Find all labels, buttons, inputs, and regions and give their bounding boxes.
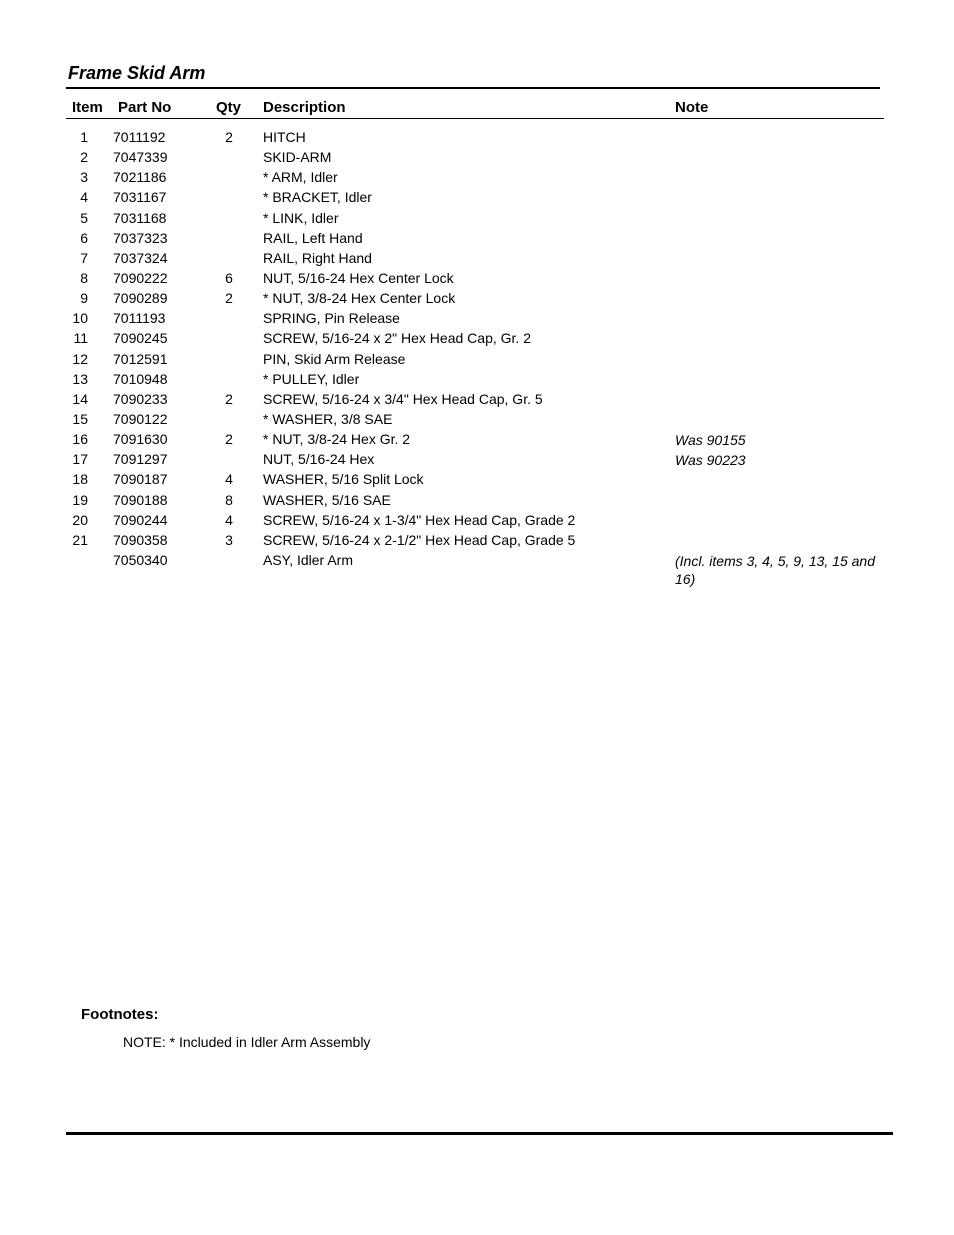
table-row — [66, 389, 884, 409]
table-row — [66, 268, 884, 288]
item-cell: 10 — [72, 310, 88, 327]
table-row — [66, 510, 884, 530]
item-cell: 20 — [72, 511, 88, 528]
part-no-cell: 7090289 — [113, 290, 168, 307]
table-row — [66, 127, 884, 147]
description-cell: * NUT, 3/8-24 Hex Center Lock — [263, 290, 456, 307]
description-cell: SKID-ARM — [263, 149, 332, 166]
qty-cell: 8 — [225, 491, 233, 508]
qty-cell: 2 — [225, 129, 233, 145]
table-row — [66, 490, 884, 510]
part-no-cell: 7091297 — [113, 451, 168, 468]
header-qty: Qty — [216, 99, 242, 116]
description-cell: ASY, Idler Arm — [263, 551, 354, 568]
header-description: Description — [263, 99, 346, 116]
item-cell: 3 — [80, 169, 88, 186]
item-cell: 21 — [72, 531, 88, 548]
item-cell: 1 — [80, 129, 88, 145]
part-no-cell: 7090245 — [113, 330, 168, 347]
part-no-cell: 7050340 — [113, 551, 168, 568]
description-cell: PIN, Skid Arm Release — [263, 350, 406, 367]
qty-cell: 6 — [225, 269, 233, 286]
table-row — [66, 208, 884, 228]
item-cell: 4 — [80, 189, 88, 206]
header-item: Item — [72, 99, 103, 116]
table-row — [66, 409, 884, 429]
item-cell: 9 — [80, 290, 88, 307]
table-row — [66, 167, 884, 187]
item-cell: 8 — [80, 269, 88, 286]
description-cell: * LINK, Idler — [263, 209, 339, 226]
description-cell: * BRACKET, Idler — [263, 189, 372, 206]
part-no-cell: 7037324 — [113, 249, 168, 266]
item-cell: 5 — [80, 209, 88, 226]
part-no-cell: 7091630 — [113, 431, 168, 448]
table-row — [66, 328, 884, 348]
qty-cell: 3 — [225, 531, 233, 548]
description-cell: * NUT, 3/8-24 Hex Gr. 2 — [263, 431, 411, 448]
description-cell: RAIL, Left Hand — [263, 229, 363, 246]
part-no-cell: 7090222 — [113, 269, 168, 286]
part-no-cell: 7031167 — [113, 189, 167, 206]
table-row — [66, 429, 884, 449]
item-cell: 7 — [80, 249, 88, 266]
note-cell: (Incl. items 3, 4, 5, 9, 13, 15 and 16) — [675, 552, 875, 587]
description-cell: SPRING, Pin Release — [263, 310, 400, 327]
part-no-cell: 7090122 — [113, 410, 168, 427]
table-row — [66, 550, 884, 587]
description-cell: HITCH — [263, 129, 306, 145]
part-no-cell: 7090187 — [113, 471, 168, 488]
description-cell: SCREW, 5/16-24 x 2" Hex Head Cap, Gr. 2 — [263, 330, 531, 347]
part-no-cell: 7011192 — [113, 129, 166, 145]
item-cell: 12 — [72, 350, 88, 367]
item-cell: 2 — [80, 149, 88, 166]
description-cell: * WASHER, 3/8 SAE — [263, 410, 393, 427]
part-no-cell: 7021186 — [113, 169, 167, 186]
table-row — [66, 228, 884, 248]
footnote-text: NOTE: * Included in Idler Arm Assembly — [123, 1034, 371, 1050]
part-no-cell: 7090188 — [113, 491, 168, 508]
item-cell: 13 — [72, 370, 88, 387]
table-row — [66, 248, 884, 268]
item-cell: 14 — [72, 390, 88, 407]
qty-cell: 2 — [225, 390, 233, 407]
part-no-cell: 7012591 — [113, 350, 168, 367]
description-cell: RAIL, Right Hand — [263, 249, 372, 266]
qty-cell: 4 — [225, 471, 233, 488]
item-cell: 15 — [72, 410, 88, 427]
item-cell: 17 — [72, 451, 88, 468]
note-cell: Was 90223 — [675, 452, 746, 469]
part-no-cell: 7090233 — [113, 390, 168, 407]
title-divider — [66, 87, 880, 89]
table-row — [66, 147, 884, 167]
part-no-cell: 7047339 — [113, 149, 168, 166]
qty-cell: 2 — [225, 431, 233, 448]
table-row — [66, 369, 884, 389]
item-cell: 16 — [72, 431, 88, 448]
description-cell: NUT, 5/16-24 Hex Center Lock — [263, 269, 454, 286]
table-row — [66, 288, 884, 308]
table-row — [66, 308, 884, 328]
header-note: Note — [675, 99, 709, 116]
part-no-cell: 7031168 — [113, 209, 167, 226]
table-row — [66, 187, 884, 207]
table-row — [66, 469, 884, 489]
table-row — [66, 449, 884, 469]
description-cell: WASHER, 5/16 SAE — [263, 491, 391, 508]
header-part-no: Part No — [118, 99, 172, 116]
qty-cell: 4 — [225, 511, 233, 528]
qty-cell: 2 — [225, 290, 233, 307]
description-cell: SCREW, 5/16-24 x 3/4" Hex Head Cap, Gr. 5 — [263, 390, 543, 407]
part-no-cell: 7090358 — [113, 531, 168, 548]
bottom-divider — [66, 1132, 893, 1135]
page-title: Frame Skid Arm — [68, 63, 206, 83]
note-cell: Was 90155 — [675, 432, 746, 449]
description-cell: * ARM, Idler — [263, 169, 338, 186]
item-cell: 11 — [73, 330, 88, 347]
description-cell: WASHER, 5/16 Split Lock — [263, 471, 424, 488]
table-header — [66, 97, 884, 119]
item-cell: 19 — [72, 491, 88, 508]
description-cell: SCREW, 5/16-24 x 2-1/2" Hex Head Cap, Grade 5 — [263, 531, 576, 548]
table-body — [66, 127, 884, 587]
part-no-cell: 7010948 — [113, 370, 168, 387]
item-cell: 6 — [80, 229, 88, 246]
part-no-cell: 7037323 — [113, 229, 168, 246]
footnotes-title: Footnotes: — [81, 1006, 159, 1023]
description-cell: NUT, 5/16-24 Hex — [263, 451, 375, 468]
part-no-cell: 7090244 — [113, 511, 168, 528]
parts-table — [66, 97, 884, 587]
description-cell: * PULLEY, Idler — [263, 370, 360, 387]
table-row — [66, 349, 884, 369]
item-cell: 18 — [72, 471, 88, 488]
description-cell: SCREW, 5/16-24 x 1-3/4" Hex Head Cap, Grade 2 — [263, 511, 576, 528]
part-no-cell: 7011193 — [113, 310, 166, 327]
table-row — [66, 530, 884, 550]
